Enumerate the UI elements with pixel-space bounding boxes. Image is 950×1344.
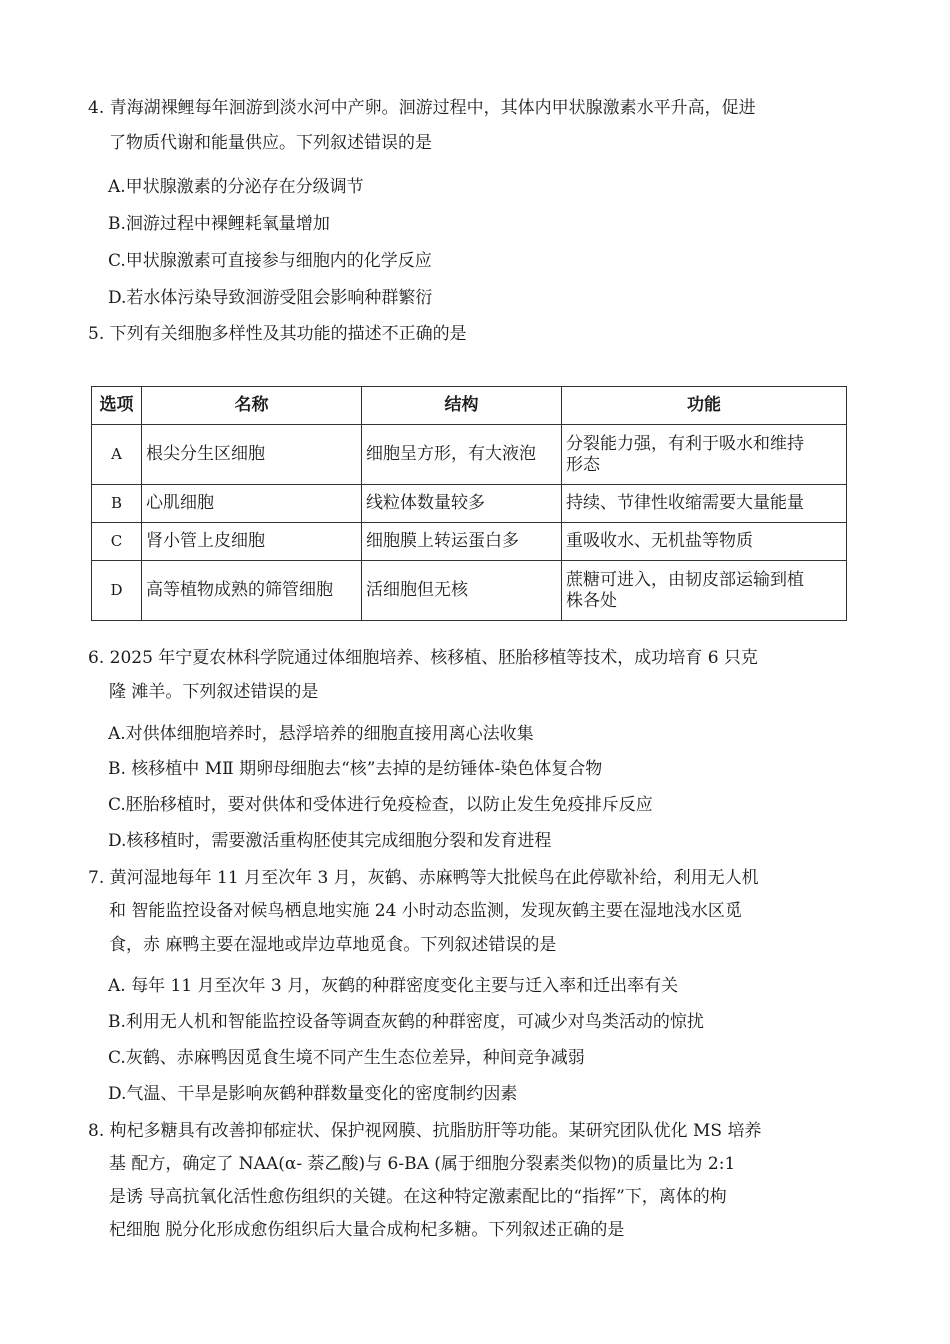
row-structure: 线粒体数量较多: [362, 485, 562, 523]
q8-stem-line1: 8. 枸杞多糖具有改善抑郁症状、保护视网膜、抗脂肪肝等功能。某研究团队优化 MS 培养: [88, 1121, 762, 1141]
row-function: 持续、节律性收缩需要大量能量: [562, 485, 847, 523]
q4-stem-line2: 了物质代谢和能量供应。下列叙述错误的是: [109, 133, 432, 153]
table-header-row: [92, 387, 847, 425]
row-option: C: [92, 523, 142, 561]
header-structure: 结构: [362, 387, 562, 425]
row-function: [562, 425, 847, 485]
q7-option-d: D.气温、干旱是影响灰鹤种群数量变化的密度制约因素: [108, 1084, 518, 1104]
header-function: 功能: [562, 387, 847, 425]
row-name: 高等植物成熟的筛管细胞: [142, 561, 362, 621]
table-row: [92, 561, 847, 621]
row-structure: 细胞呈方形，有大液泡: [362, 425, 562, 485]
q4-option-d: D.若水体污染导致洄游受阻会影响种群繁衍: [108, 288, 433, 308]
q6-option-c: C.胚胎移植时，要对供体和受体进行免疫检查，以防止发生免疫排斥反应: [108, 795, 653, 815]
table-row: [92, 425, 847, 485]
q7-stem-line2: 和 智能监控设备对候鸟栖息地实施 24 小时动态监测，发现灰鹤主要在湿地浅水区觅: [109, 901, 742, 921]
q7-stem-line3: 食，赤 麻鸭主要在湿地或岸边草地觅食。下列叙述错误的是: [109, 935, 557, 955]
row-function: 重吸收水、无机盐等物质: [562, 523, 847, 561]
header-option: 选项: [92, 387, 142, 425]
row-function-line1: 分裂能力强，有利于吸水和维持: [566, 433, 804, 454]
q6-option-a: A.对供体细胞培养时，悬浮培养的细胞直接用离心法收集: [108, 724, 534, 744]
q8-stem-line2: 基 配方，确定了 NAA(α- 萘乙酸)与 6-BA (属于细胞分裂素类似物)的质量比为 2:1: [109, 1154, 736, 1174]
row-function-line1: 蔗糖可进入，由韧皮部运输到植: [566, 569, 804, 590]
row-option: B: [92, 485, 142, 523]
q5-table: [91, 386, 847, 621]
q6-option-b: B. 核移植中 MⅡ 期卵母细胞去“核”去掉的是纺锤体-染色体复合物: [108, 759, 603, 779]
q5-stem: 5. 下列有关细胞多样性及其功能的描述不正确的是: [88, 324, 467, 344]
row-function: [562, 561, 847, 621]
q6-stem-line1: 6. 2025 年宁夏农林科学院通过体细胞培养、核移植、胚胎移植等技术，成功培育 6 只克: [88, 648, 758, 668]
row-option: D: [92, 561, 142, 621]
q7-option-c: C.灰鹤、赤麻鸭因觅食生境不同产生生态位差异，种间竞争减弱: [108, 1048, 585, 1068]
table-row: [92, 523, 847, 561]
header-name: 名称: [142, 387, 362, 425]
row-name: 肾小管上皮细胞: [142, 523, 362, 561]
row-structure: 活细胞但无核: [362, 561, 562, 621]
row-function-line2: 形态: [566, 454, 600, 475]
row-name: 根尖分生区细胞: [142, 425, 362, 485]
q7-option-a: A. 每年 11 月至次年 3 月，灰鹤的种群密度变化主要与迁入率和迁出率有关: [108, 976, 679, 996]
q7-option-b: B.利用无人机和智能监控设备等调查灰鹤的种群密度，可减少对鸟类活动的惊扰: [108, 1012, 704, 1032]
q4-option-c: C.甲状腺激素可直接参与细胞内的化学反应: [108, 251, 432, 271]
q4-option-b: B.洄游过程中裸鲤耗氧量增加: [108, 214, 330, 234]
q7-stem-line1: 7. 黄河湿地每年 11 月至次年 3 月，灰鹤、赤麻鸭等大批候鸟在此停歇补给，利用无人机: [88, 868, 759, 888]
q6-stem-line2: 隆 滩羊。下列叙述错误的是: [109, 682, 319, 702]
q8-stem-line3: 是诱 导高抗氧化活性愈伤组织的关键。在这种特定激素配比的“指挥”下，离体的枸: [109, 1187, 727, 1207]
table-row: [92, 485, 847, 523]
q6-option-d: D.核移植时，需要激活重构胚使其完成细胞分裂和发育进程: [108, 831, 552, 851]
row-structure: 细胞膜上转运蛋白多: [362, 523, 562, 561]
row-option: A: [92, 425, 142, 485]
q8-stem-line4: 杞细胞 脱分化形成愈伤组织后大量合成枸杞多糖。下列叙述正确的是: [109, 1220, 625, 1240]
row-function-line2: 株各处: [566, 590, 617, 611]
q4-option-a: A.甲状腺激素的分泌存在分级调节: [108, 177, 364, 197]
q4-stem-line1: 4. 青海湖裸鲤每年洄游到淡水河中产卵。洄游过程中，其体内甲状腺激素水平升高，促进: [88, 98, 756, 118]
row-name: 心肌细胞: [142, 485, 362, 523]
